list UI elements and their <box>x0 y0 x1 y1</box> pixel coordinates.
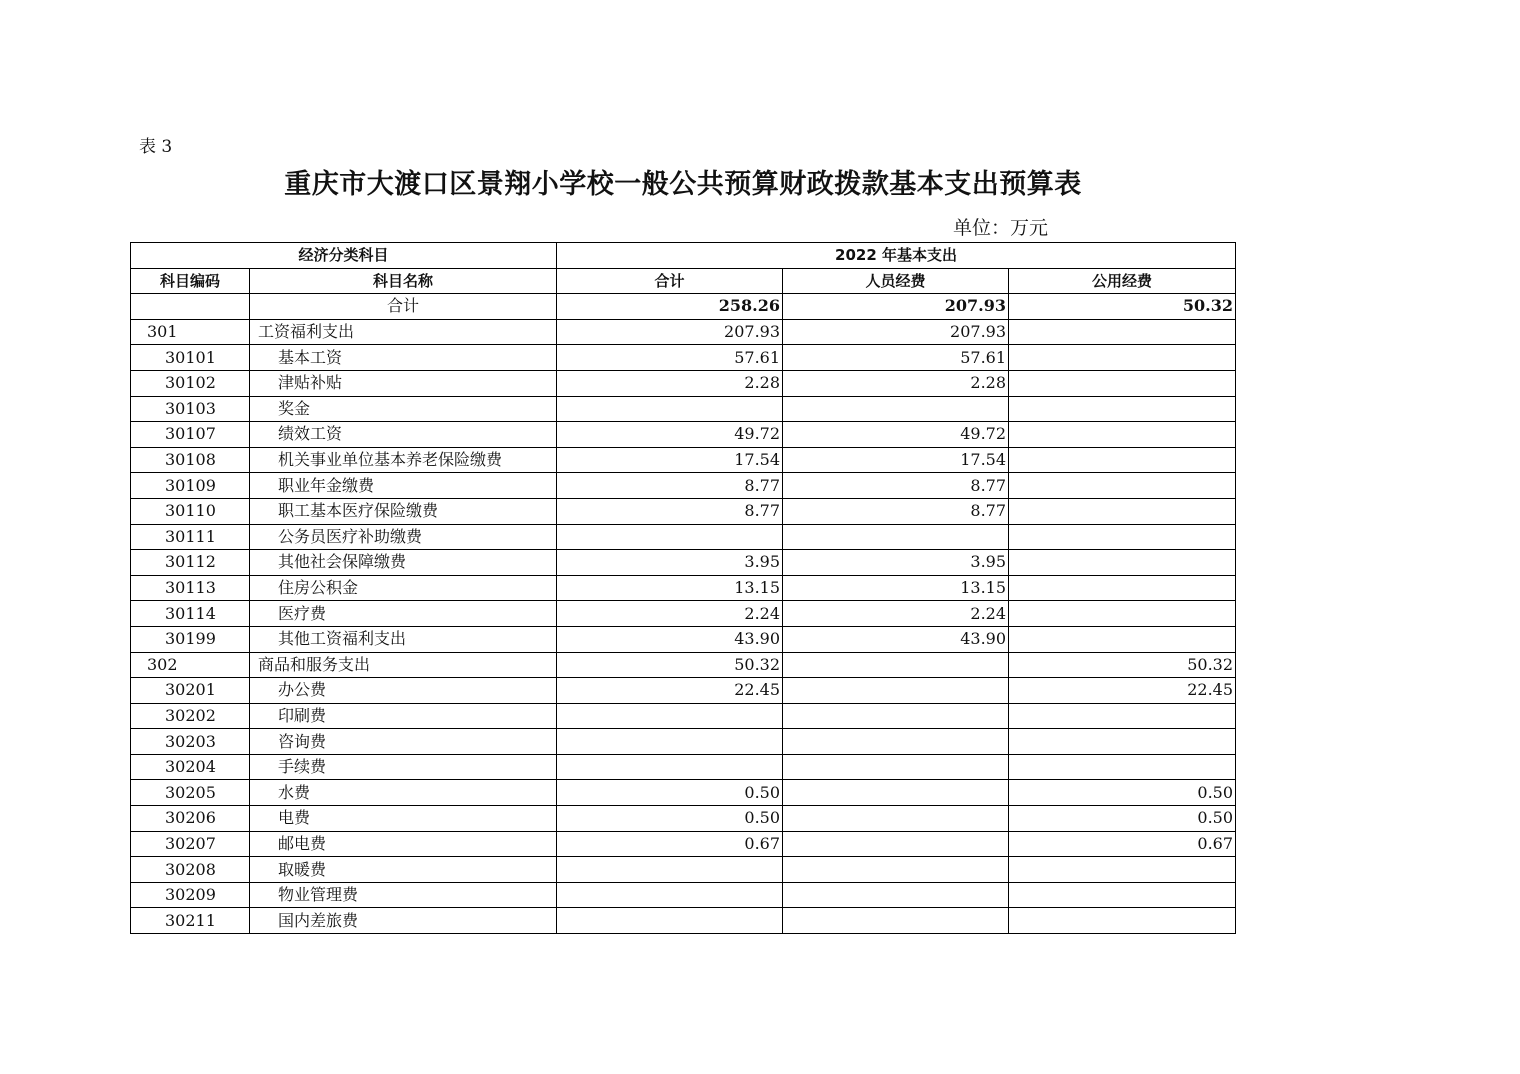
public-cell <box>1009 754 1236 780</box>
public-cell <box>1009 524 1236 550</box>
personnel-cell: 8.77 <box>783 473 1009 499</box>
document-title: 重庆市大渡口区景翔小学校一般公共预算财政拨款基本支出预算表 <box>284 169 1082 200</box>
public-cell <box>1009 626 1236 652</box>
personnel-cell: 8.77 <box>783 498 1009 524</box>
total-cell: 0.67 <box>557 831 783 857</box>
public-cell <box>1009 396 1236 422</box>
code-cell: 30199 <box>131 626 250 652</box>
total-cell <box>557 882 783 908</box>
total-cell: 17.54 <box>557 447 783 473</box>
public-cell <box>1009 550 1236 576</box>
table-row <box>131 780 1236 806</box>
table-row <box>131 857 1236 883</box>
total-name-cell: 合计 <box>250 294 557 320</box>
personnel-cell <box>783 652 1009 678</box>
public-cell: 0.50 <box>1009 780 1236 806</box>
table-row <box>131 550 1236 576</box>
table-row <box>131 396 1236 422</box>
code-cell: 30205 <box>131 780 250 806</box>
name-cell: 奖金 <box>250 396 557 422</box>
personnel-cell <box>783 780 1009 806</box>
personnel-cell <box>783 857 1009 883</box>
code-cell: 30109 <box>131 473 250 499</box>
public-cell: 22.45 <box>1009 678 1236 704</box>
code-cell: 30107 <box>131 422 250 448</box>
name-cell: 医疗费 <box>250 601 557 627</box>
header-column-row <box>131 268 1236 294</box>
table-row <box>131 601 1236 627</box>
total-public-cell: 50.32 <box>1009 294 1236 320</box>
code-cell: 30208 <box>131 857 250 883</box>
public-cell <box>1009 575 1236 601</box>
total-cell <box>557 908 783 934</box>
table-row <box>131 908 1236 934</box>
public-cell <box>1009 447 1236 473</box>
personnel-cell <box>783 908 1009 934</box>
personnel-cell <box>783 396 1009 422</box>
name-cell: 取暖费 <box>250 857 557 883</box>
name-cell: 其他社会保障缴费 <box>250 550 557 576</box>
name-cell: 电费 <box>250 806 557 832</box>
table-row <box>131 345 1236 371</box>
public-cell <box>1009 498 1236 524</box>
table-row <box>131 882 1236 908</box>
table-row <box>131 703 1236 729</box>
code-cell: 30110 <box>131 498 250 524</box>
public-cell <box>1009 370 1236 396</box>
total-personnel-cell: 207.93 <box>783 294 1009 320</box>
total-cell: 2.28 <box>557 370 783 396</box>
total-cell: 207.93 <box>557 319 783 345</box>
code-cell: 30204 <box>131 754 250 780</box>
total-cell: 50.32 <box>557 652 783 678</box>
unit-label: 单位：万元 <box>953 217 1049 239</box>
total-code-cell <box>131 294 250 320</box>
name-cell: 国内差旅费 <box>250 908 557 934</box>
total-cell: 0.50 <box>557 780 783 806</box>
personnel-cell <box>783 678 1009 704</box>
header-code: 科目编码 <box>131 268 250 294</box>
personnel-cell <box>783 524 1009 550</box>
code-cell: 30114 <box>131 601 250 627</box>
personnel-cell: 2.24 <box>783 601 1009 627</box>
total-cell <box>557 857 783 883</box>
name-cell: 职业年金缴费 <box>250 473 557 499</box>
personnel-cell: 207.93 <box>783 319 1009 345</box>
total-cell: 57.61 <box>557 345 783 371</box>
public-cell <box>1009 601 1236 627</box>
table-row <box>131 806 1236 832</box>
total-cell: 3.95 <box>557 550 783 576</box>
table-number: 表 3 <box>139 137 173 157</box>
personnel-cell: 2.28 <box>783 370 1009 396</box>
personnel-cell: 49.72 <box>783 422 1009 448</box>
name-cell: 咨询费 <box>250 729 557 755</box>
public-cell: 0.50 <box>1009 806 1236 832</box>
total-cell: 43.90 <box>557 626 783 652</box>
personnel-cell: 43.90 <box>783 626 1009 652</box>
public-cell <box>1009 703 1236 729</box>
code-cell: 30211 <box>131 908 250 934</box>
code-cell: 30202 <box>131 703 250 729</box>
code-cell: 302 <box>131 652 250 678</box>
name-cell: 公务员医疗补助缴费 <box>250 524 557 550</box>
public-cell <box>1009 729 1236 755</box>
header-group-row <box>131 243 1236 269</box>
table-row <box>131 473 1236 499</box>
total-cell <box>557 396 783 422</box>
public-cell <box>1009 882 1236 908</box>
total-total-cell: 258.26 <box>557 294 783 320</box>
total-cell: 8.77 <box>557 498 783 524</box>
code-cell: 301 <box>131 319 250 345</box>
table-row <box>131 370 1236 396</box>
name-cell: 绩效工资 <box>250 422 557 448</box>
code-cell: 30203 <box>131 729 250 755</box>
header-economic-classification: 经济分类科目 <box>131 243 557 269</box>
code-cell: 30201 <box>131 678 250 704</box>
header-name: 科目名称 <box>250 268 557 294</box>
code-cell: 30111 <box>131 524 250 550</box>
total-cell: 13.15 <box>557 575 783 601</box>
public-cell <box>1009 908 1236 934</box>
public-cell: 50.32 <box>1009 652 1236 678</box>
total-cell: 0.50 <box>557 806 783 832</box>
personnel-cell: 13.15 <box>783 575 1009 601</box>
table-row <box>131 422 1236 448</box>
personnel-cell: 3.95 <box>783 550 1009 576</box>
name-cell: 工资福利支出 <box>250 319 557 345</box>
personnel-cell <box>783 754 1009 780</box>
code-cell: 30209 <box>131 882 250 908</box>
public-cell <box>1009 857 1236 883</box>
header-total: 合计 <box>557 268 783 294</box>
total-cell: 8.77 <box>557 473 783 499</box>
total-row <box>131 294 1236 320</box>
name-cell: 印刷费 <box>250 703 557 729</box>
code-cell: 30113 <box>131 575 250 601</box>
public-cell <box>1009 319 1236 345</box>
code-cell: 30103 <box>131 396 250 422</box>
code-cell: 30207 <box>131 831 250 857</box>
name-cell: 邮电费 <box>250 831 557 857</box>
table-row <box>131 831 1236 857</box>
personnel-cell <box>783 831 1009 857</box>
name-cell: 手续费 <box>250 754 557 780</box>
name-cell: 机关事业单位基本养老保险缴费 <box>250 447 557 473</box>
total-cell <box>557 703 783 729</box>
code-cell: 30101 <box>131 345 250 371</box>
personnel-cell: 57.61 <box>783 345 1009 371</box>
code-cell: 30206 <box>131 806 250 832</box>
header-personnel: 人员经费 <box>783 268 1009 294</box>
name-cell: 职工基本医疗保险缴费 <box>250 498 557 524</box>
name-cell: 基本工资 <box>250 345 557 371</box>
public-cell <box>1009 422 1236 448</box>
total-cell <box>557 729 783 755</box>
table-row <box>131 498 1236 524</box>
table-row <box>131 626 1236 652</box>
public-cell <box>1009 345 1236 371</box>
name-cell: 住房公积金 <box>250 575 557 601</box>
personnel-cell <box>783 806 1009 832</box>
total-cell: 49.72 <box>557 422 783 448</box>
total-cell: 2.24 <box>557 601 783 627</box>
table-row <box>131 447 1236 473</box>
personnel-cell <box>783 729 1009 755</box>
name-cell: 物业管理费 <box>250 882 557 908</box>
name-cell: 津贴补贴 <box>250 370 557 396</box>
code-cell: 30102 <box>131 370 250 396</box>
personnel-cell <box>783 882 1009 908</box>
personnel-cell: 17.54 <box>783 447 1009 473</box>
table-row <box>131 754 1236 780</box>
table-row <box>131 729 1236 755</box>
code-cell: 30108 <box>131 447 250 473</box>
name-cell: 商品和服务支出 <box>250 652 557 678</box>
code-cell: 30112 <box>131 550 250 576</box>
table-row <box>131 575 1236 601</box>
total-cell <box>557 754 783 780</box>
budget-table <box>130 242 1236 934</box>
name-cell: 办公费 <box>250 678 557 704</box>
header-basic-expenditure: 2022 年基本支出 <box>557 243 1236 269</box>
table-row <box>131 319 1236 345</box>
table-row <box>131 652 1236 678</box>
total-cell: 22.45 <box>557 678 783 704</box>
table-row <box>131 678 1236 704</box>
header-public: 公用经费 <box>1009 268 1236 294</box>
personnel-cell <box>783 703 1009 729</box>
name-cell: 其他工资福利支出 <box>250 626 557 652</box>
total-cell <box>557 524 783 550</box>
public-cell <box>1009 473 1236 499</box>
public-cell: 0.67 <box>1009 831 1236 857</box>
table-row <box>131 524 1236 550</box>
name-cell: 水费 <box>250 780 557 806</box>
